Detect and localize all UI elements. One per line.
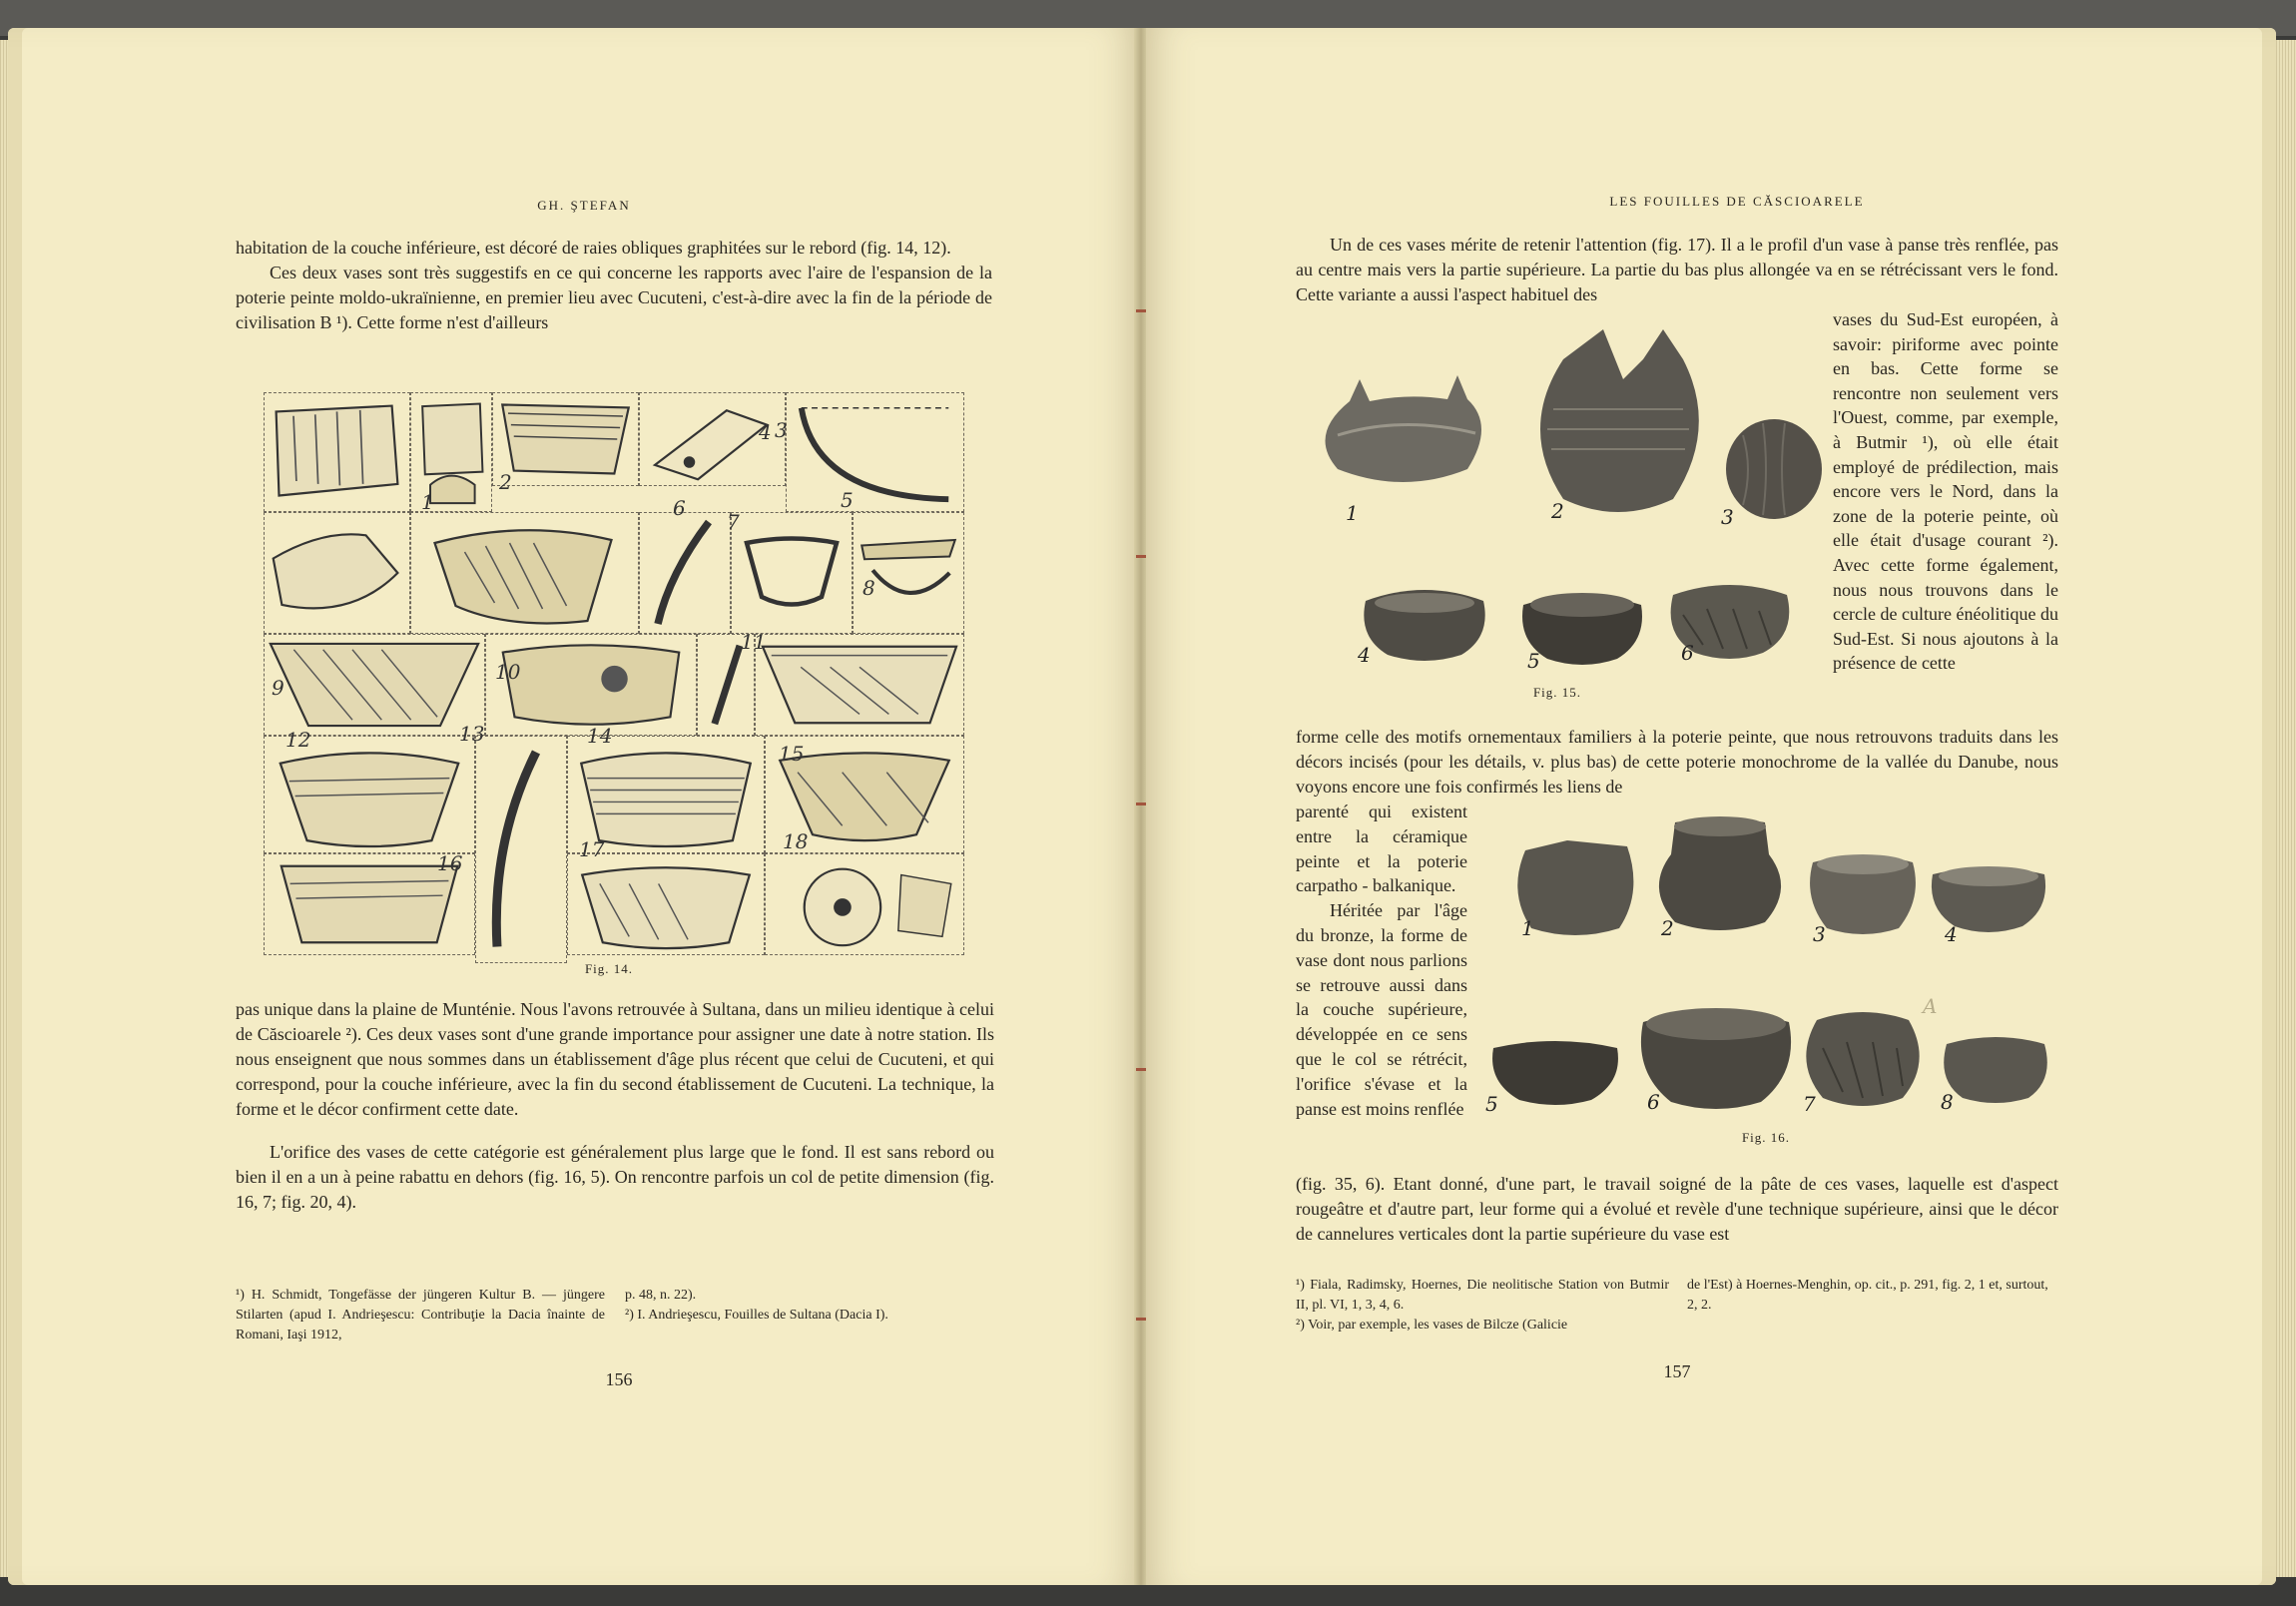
figure-number: 4	[1358, 643, 1371, 667]
right-footnote-2-continued: de l'Est) à Hoernes-Menghin, op. cit., p. 291, fig. 2, 1 et, surtout, 2, 2.	[1687, 1278, 2048, 1313]
left-footnote-1-continued: p. 48, n. 22).	[625, 1288, 697, 1303]
sherd-drawing	[755, 634, 964, 736]
figure-number: 9	[272, 676, 285, 700]
sherd-drawing	[264, 512, 410, 634]
figure-15-caption: Fig. 15.	[1532, 685, 1582, 700]
figure-number: 2	[499, 470, 512, 494]
vase-photo	[1308, 365, 1497, 497]
right-footnote-1: ¹) Fiala, Radimsky, Hoernes, Die neolitische Station von Butmir II, pl. VI, 1, 3, 4, 6.	[1296, 1278, 1669, 1313]
right-page-number: 157	[1663, 1361, 1691, 1381]
figure-number: 1	[1521, 916, 1534, 940]
right-paragraph-2-text: forme celle des motifs ornementaux familiers à la poterie peinte, que nous retrouvons traduits dans les décors incisés (pour les détails, v. plus bas) de cette poterie monochrome de la vallée du Danube, nous voyons encore une fois confirmés les liens de	[1296, 727, 2058, 797]
figure-number: 8	[1941, 1090, 1954, 1114]
figure-number: 8	[862, 576, 875, 600]
left-footnote-1: ¹) H. Schmidt, Tongefässe der jüngeren Kultur B. — jüngere Stilarten (apud I. Andrieşescu: Contribuţie la Dacia înainte de Romani, Iaşi 1912,	[236, 1288, 605, 1342]
figure-number: 13	[459, 722, 485, 746]
figure-number: 6	[1681, 641, 1694, 665]
binding-stitch	[1136, 803, 1146, 805]
sherd-drawing	[765, 853, 964, 955]
vase-photo	[1937, 1028, 2054, 1106]
figure-number: 2	[1551, 499, 1564, 523]
sherd-drawing	[492, 392, 639, 486]
vase-photo	[1523, 319, 1713, 519]
pencil-mark: A	[1923, 994, 1938, 1018]
figure-number: 1	[1346, 501, 1359, 525]
figure-number: 14	[587, 724, 613, 748]
sherd-drawing	[485, 634, 697, 736]
figure-number: 2	[1661, 916, 1674, 940]
figure-number: 5	[1485, 1092, 1498, 1116]
figure-number: 16	[437, 851, 463, 875]
figure-number: 3	[1721, 505, 1734, 529]
right-paragraph-1	[1296, 233, 2058, 307]
figure-number: 1	[421, 490, 434, 514]
binding-stitch	[1136, 555, 1146, 558]
sherd-drawing	[731, 512, 853, 634]
figure-number: 6	[1647, 1090, 1660, 1114]
figure-number: 15	[779, 742, 805, 766]
right-paragraph-3-text: (fig. 35, 6). Etant donné, d'une part, le travail soigné de la pâte de ces vases, laquelle est d'aspect rougeâtre et d'autre part, leur forme qui a évolué et revèle d'une technique supérieure, ainsi que le décor de cannelures verticales dont la partie supérieure du vase est	[1296, 1174, 2058, 1244]
vase-photo	[1723, 415, 1825, 521]
binding-stitch	[1136, 309, 1146, 312]
figure-number: 3	[775, 418, 788, 442]
figure-number: 18	[783, 829, 809, 853]
right-footnote-2: ²) Voir, par exemple, les vases de Bilcze (Galicie	[1296, 1318, 1568, 1333]
right-footnotes-left-column	[1296, 1276, 1669, 1336]
figure-number: 7	[727, 510, 740, 534]
figure-number: 10	[495, 660, 521, 684]
left-footnotes-right-column	[625, 1286, 994, 1326]
figure-number: 4	[759, 420, 772, 444]
figure-number: 7	[1803, 1092, 1816, 1116]
right-side-column-3-text: Héritée par l'âge du bronze, la forme de vase dont nous parlions se retrouve aussi dans la couche supérieure, développée en ce sens que le col se rétrécit, l'orifice s'évase et la panse est moins renflée	[1296, 900, 1467, 1119]
page-edges-right	[2274, 40, 2296, 1577]
figure-number: 11	[741, 630, 767, 654]
figure-number: 6	[673, 496, 686, 520]
figure-14-caption: Fig. 14.	[584, 961, 634, 976]
right-paragraph-1-text: Un de ces vases mérite de retenir l'attention (fig. 17). Il a le profil d'un vase à panse très renflée, pas au centre mais vers la partie supérieure. La partie du bas plus allongée va en se rétrécissant vers le fond. Cette variante a aussi l'aspect habituel des	[1296, 235, 2058, 304]
right-side-column-2-text: parenté qui existent entre la céramique peinte et la poterie carpatho - balkanique.	[1296, 802, 1467, 896]
right-running-head: LES FOUILLES DE CĂSCIOARELE	[1609, 194, 1865, 209]
left-footnote-2: ²) I. Andrieşescu, Fouilles de Sultana (Dacia I).	[625, 1308, 888, 1323]
figure-14	[264, 392, 962, 961]
figure-16-caption: Fig. 16.	[1741, 1130, 1791, 1145]
figure-number: 3	[1813, 922, 1826, 946]
left-paragraph-4: L'orifice des vases de cette catégorie est généralement plus large que le fond. Il est sans rebord ou bien il en a un à peine rabattu en dehors (fig. 16, 5). On rencontre parfois un col de petite dimension (fig. 16, 7; fig. 20, 4).	[236, 1142, 994, 1212]
right-side-column-1	[1833, 307, 2058, 676]
right-paragraph-2	[1296, 725, 2058, 800]
figure-number: 5	[1527, 649, 1540, 673]
vase-photo	[1487, 1038, 1623, 1108]
figure-number: 4	[1945, 922, 1958, 946]
left-paragraph-3: pas unique dans la plaine de Munténie. Nous l'avons retrouvée à Sultana, dans un milieu identique à celui de Căscioarele ²). Ces deux vases sont d'une grande importance pour assigner une date à notre station. Ils nous enseignent que nous sommes dans un établissement d'âge plus récent que celui de Cucuteni, et qui correspond, pour la couche inférieure, avec la fin du second établissement de Cucuteni. La technique, la forme et le décor confirment cette date.	[236, 999, 994, 1119]
binding-stitch	[1136, 1318, 1146, 1321]
figure-number: 17	[579, 837, 605, 861]
figure-number: 5	[841, 488, 854, 512]
sherd-drawing	[410, 512, 639, 634]
sherd-drawing	[264, 634, 485, 736]
vase-photo	[1358, 581, 1491, 663]
left-text-top	[236, 236, 992, 335]
sherd-drawing	[264, 736, 475, 853]
left-paragraph-2: Ces deux vases sont très suggestifs en ce qui concerne les rapports avec l'aire de l'espansion de la poterie peinte moldo-ukraïnienne, en premier lieu avec Cucuteni, c'est-à-dire avec la fin de la période de civilisation B ¹). Cette forme n'est d'ailleurs	[236, 263, 992, 332]
right-paragraph-3	[1296, 1172, 2058, 1247]
sherd-drawing	[853, 512, 964, 634]
binding-stitch	[1136, 1068, 1146, 1071]
sherd-drawing	[567, 736, 765, 853]
figure-number: 12	[286, 728, 311, 752]
sherd-drawing	[786, 392, 964, 512]
left-text-bottom	[236, 997, 994, 1215]
left-paragraph-1: habitation de la couche inférieure, est décoré de raies obliques graphitées sur le rebord (fig. 14, 12).	[236, 238, 951, 258]
left-page-number: 156	[605, 1369, 633, 1389]
left-running-head: GH. ŞTEFAN	[537, 198, 631, 213]
sherd-drawing	[475, 736, 567, 963]
sherd-drawing	[264, 392, 410, 512]
right-side-column-2	[1296, 800, 1467, 1121]
right-side-column-1-text: vases du Sud-Est européen, à savoir: piriforme avec pointe en bas. Cette forme se rencontre non seulement vers l'Ouest, comme, par exemple, à Butmir ¹), où elle était employé de prédilection, mais encore vers le Nord, dans la zone de la poterie peinte, où elle était d'usage courant ²). Avec cette forme également, nous nous trouvons dans le cercle de culture énéolitique du Sud-Est. Si nous ajoutons à la présence de cette	[1833, 309, 2058, 674]
sherd-drawing	[639, 512, 731, 634]
sherd-drawing	[567, 853, 765, 955]
